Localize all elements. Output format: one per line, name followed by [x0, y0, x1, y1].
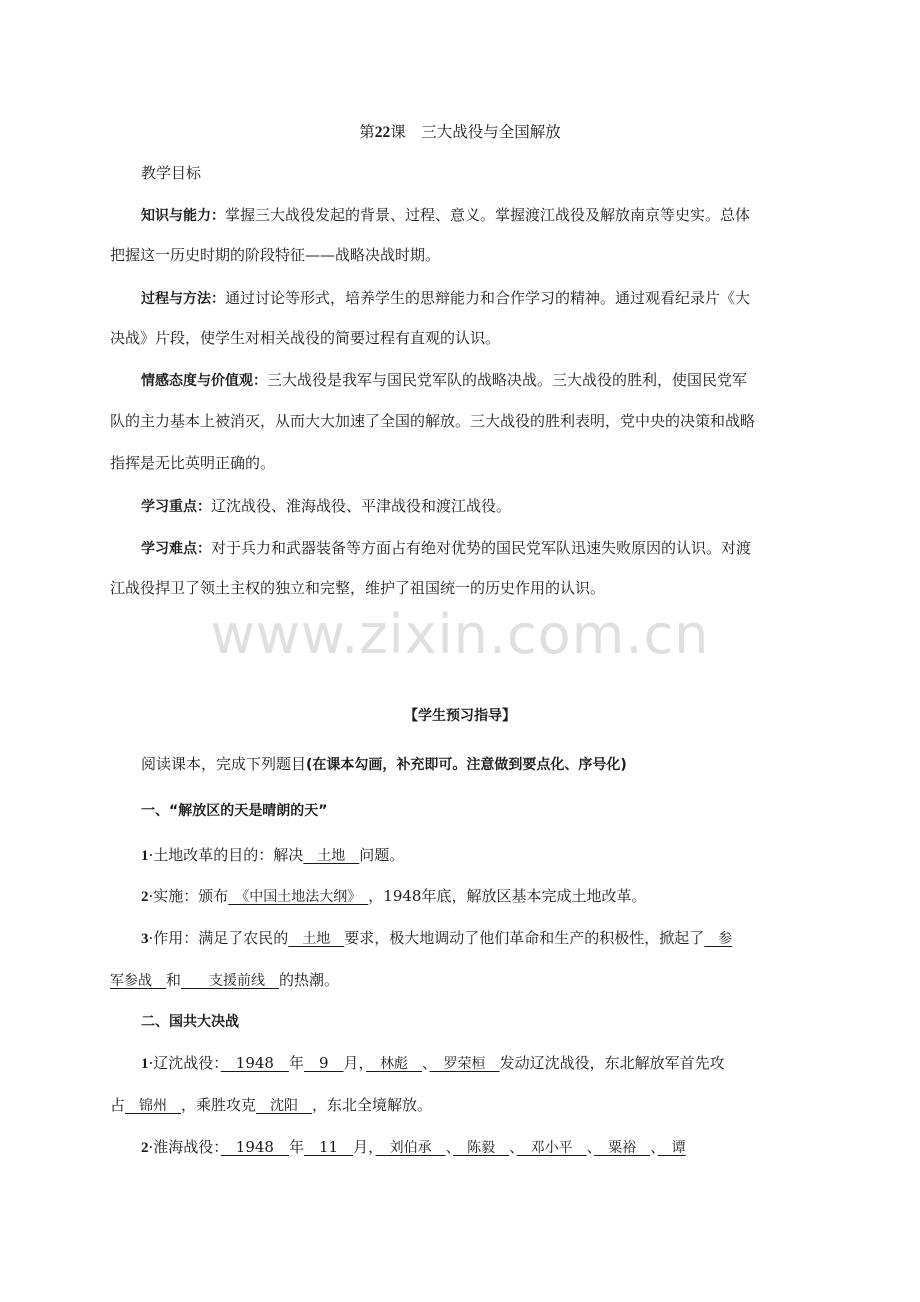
key-points-label: 学习重点：	[141, 499, 211, 515]
q2-prefix: ·实施：颁布	[148, 887, 229, 905]
liaoshen-city-2: 沈阳	[256, 1098, 313, 1114]
preview-heading: 【学生预习指导】	[404, 708, 516, 724]
q3-prefix: ·作用：满足了农民的	[148, 929, 289, 947]
difficulty-line-2: 江战役捍卫了领土主权的独立和完整，维护了祖国统一的历史作用的认识。	[110, 579, 606, 597]
title-prefix: 第	[359, 123, 375, 141]
process-text-1: 通过讨论等形式，培养学生的思辩能力和合作学习的精神。通过观看纪录片《大	[225, 289, 751, 307]
difficulty-text-1: 对于兵力和武器装备等方面占有绝对优势的国民党军队迅速失败原因的认识。对渡	[211, 539, 752, 557]
huaihai-commander-5: 谭	[657, 1140, 686, 1156]
intro-plain: 阅读课本，完成下列题目	[141, 755, 307, 773]
q2-suffix: ，1948年底，解放区基本完成土地改革。	[368, 887, 647, 905]
liaoshen-prefix: ·辽沈战役：	[148, 1054, 221, 1072]
knowledge-line-1	[141, 205, 812, 226]
huaihai-prefix: ·淮海战役：	[148, 1138, 221, 1156]
q3-answer-1: 土地	[288, 931, 345, 947]
q3-answer-3: 支援前线	[181, 973, 280, 989]
q3-and: 和	[166, 971, 182, 989]
huaihai-sep-3: 、	[586, 1138, 595, 1156]
intro-bold: (在课本勾画，补充即可。注意做到要点化、序号化)	[306, 757, 627, 773]
emotion-line-1	[141, 370, 812, 391]
lesson-number: 22	[374, 124, 391, 141]
liaoshen-city-1: 锦州	[125, 1098, 182, 1114]
q1-prefix: ·土地改革的目的：解决	[148, 846, 304, 864]
objectives-heading: 教学目标	[141, 164, 202, 182]
liaoshen-commander-2: 罗荣桓	[429, 1056, 500, 1072]
liaoshen-l2-a: 占	[110, 1096, 126, 1114]
section-2-title: 二、国共大决战	[141, 1014, 239, 1030]
q2-answer: 《中国土地法大纲》	[228, 889, 369, 905]
emotion-text-1: 三大战役是我军与国民党军队的战略决战。三大战役的胜利，使国民党军	[267, 371, 748, 389]
difficulty-label: 学习难点：	[141, 541, 211, 557]
process-line-1	[141, 288, 812, 309]
huaihai-commander-4: 粟裕	[594, 1140, 651, 1156]
watermark: www.zixin.com.cn	[210, 603, 710, 666]
lesson-title	[0, 122, 920, 143]
question-3-line-2	[110, 970, 812, 991]
q3-number: 3	[141, 931, 149, 947]
huaihai-yue: 月，	[353, 1138, 376, 1156]
huaihai-sep-2: 、	[509, 1138, 517, 1156]
huaihai-line-1	[141, 1137, 812, 1158]
q3-suffix: 的热潮。	[279, 971, 340, 989]
emotion-label: 情感态度与价值观：	[141, 373, 267, 389]
key-points-line	[141, 496, 812, 517]
section-1-title: 一、“解放区的天是晴朗的天”	[141, 803, 328, 819]
q1-answer: 土地	[303, 848, 360, 864]
question-3-line-1	[141, 928, 812, 949]
huaihai-sep-4: 、	[650, 1138, 658, 1156]
process-line-2: 决战》片段，使学生对相关战役的简要过程有直观的认识。	[110, 329, 501, 347]
liaoshen-month: 9	[303, 1054, 344, 1072]
huaihai-number: 2	[141, 1140, 149, 1156]
liaoshen-separator: 、	[422, 1054, 430, 1072]
huaihai-nian: 年	[288, 1138, 304, 1156]
emotion-line-2: 队的主力基本上被消灭，从而大大加速了全国的解放。三大战役的胜利表明，党中央的决策和战略	[110, 412, 756, 430]
huaihai-commander-1: 刘伯承	[375, 1140, 446, 1156]
liaoshen-suffix: 发动辽沈战役，东北解放军首先攻	[499, 1054, 725, 1072]
q2-number: 2	[141, 889, 149, 905]
q3-answer-2b: 军参战	[110, 973, 166, 989]
question-1	[141, 845, 812, 866]
liaoshen-l2-b: ，乘胜攻克	[181, 1096, 257, 1114]
liaoshen-nian: 年	[288, 1054, 304, 1072]
liaoshen-line-2	[110, 1095, 812, 1116]
liaoshen-l2-c: ，东北全境解放。	[312, 1096, 433, 1114]
difficulty-line-1	[141, 538, 812, 559]
question-2	[141, 886, 812, 907]
huaihai-year: 1948	[220, 1138, 289, 1156]
key-points-text: 辽沈战役、淮海战役、平津战役和渡江战役。	[211, 497, 512, 515]
liaoshen-yue: 月，	[343, 1054, 367, 1072]
huaihai-commander-3: 邓小平	[516, 1140, 587, 1156]
huaihai-month: 11	[303, 1138, 354, 1156]
q1-suffix: 问题。	[359, 846, 405, 864]
q3-answer-2a: 参	[704, 931, 733, 947]
knowledge-line-2: 把握这一历史时期的阶段特征——战略决战时期。	[110, 246, 441, 264]
huaihai-sep-1: 、	[445, 1138, 454, 1156]
liaoshen-commander-1: 林彪	[366, 1056, 423, 1072]
q1-number: 1	[141, 848, 149, 864]
liaoshen-year: 1948	[220, 1054, 289, 1072]
preview-intro	[141, 754, 812, 775]
liaoshen-number: 1	[141, 1056, 149, 1072]
huaihai-commander-2: 陈毅	[453, 1140, 510, 1156]
knowledge-label: 知识与能力：	[141, 208, 225, 224]
knowledge-text-1: 掌握三大战役发起的背景、过程、意义。掌握渡江战役及解放南京等史实。总体	[225, 206, 751, 224]
process-label: 过程与方法：	[141, 291, 225, 307]
title-text: 课 三大战役与全国解放	[390, 123, 561, 141]
q3-middle: 要求，极大地调动了他们革命和生产的积极性，掀起了	[344, 929, 705, 947]
emotion-line-3: 指挥是无比英明正确的。	[110, 454, 276, 472]
liaoshen-line-1	[141, 1053, 812, 1074]
